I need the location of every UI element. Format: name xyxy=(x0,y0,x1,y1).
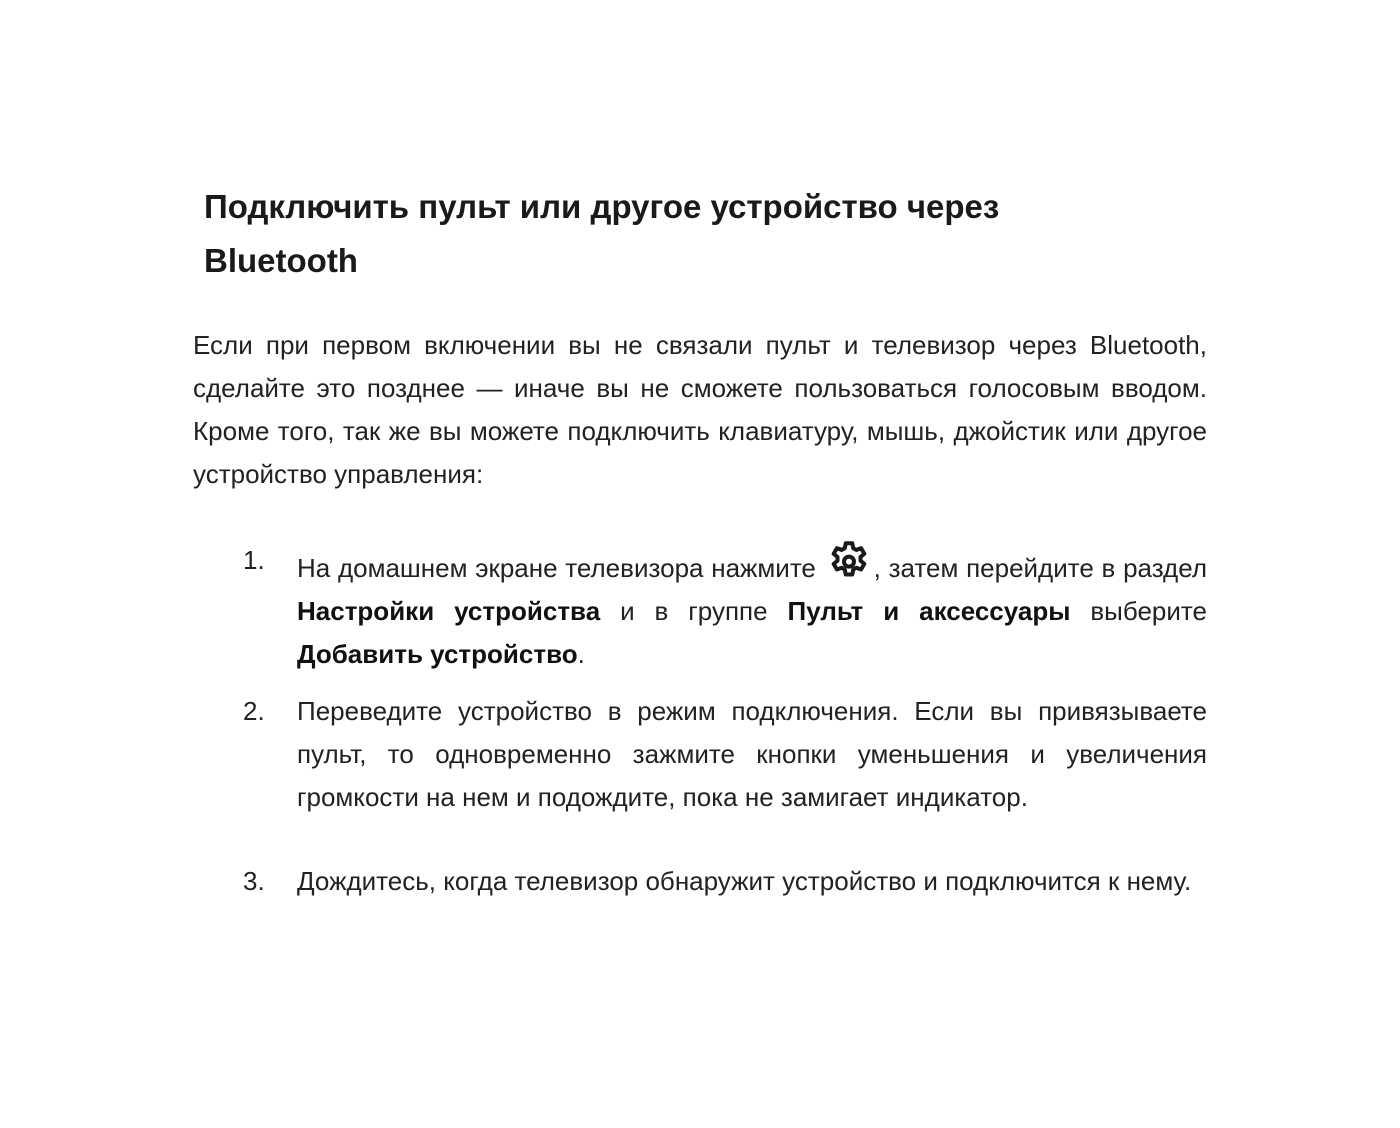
step-text-part: . xyxy=(577,639,585,669)
settings-section-name: Настройки устройства xyxy=(297,596,601,626)
step-text-part: выберите xyxy=(1090,596,1207,626)
settings-gear-icon xyxy=(826,539,872,585)
step-text-part: , затем перейдите в раздел xyxy=(873,553,1207,583)
step-text xyxy=(297,539,1207,676)
step-text: Переведите устройство в режим подключения. Если вы привязываете пульт, то одновременно зажмите кнопки уменьшения и увеличения громкости на нем и подождите, пока не замигает индикатор. xyxy=(297,696,1207,812)
page-title: Подключить пульт или другое устройство через Bluetooth xyxy=(204,188,1000,279)
action-name: Добавить устройство xyxy=(297,639,578,669)
intro-paragraph: Если при первом включении вы не связали пульт и телевизор через Bluetooth, сделайте это позднее — иначе вы не сможете пользоваться голосовым вводом. Кроме того, так же вы можете подключить клавиатуру, мышь, джойстик или другое устройство управления: xyxy=(193,330,1207,489)
step-number: 1. xyxy=(243,545,265,575)
step-text-part: и в группе xyxy=(620,596,768,626)
step-number: 2. xyxy=(243,696,265,726)
step-text-part: На домашнем экране телевизора нажмите xyxy=(297,553,816,583)
step-text: Дождитесь, когда телевизор обнаружит устройство и подключится к нему. xyxy=(297,866,1192,896)
group-name: Пульт и аксессуары xyxy=(787,596,1071,626)
step-number: 3. xyxy=(243,866,265,896)
